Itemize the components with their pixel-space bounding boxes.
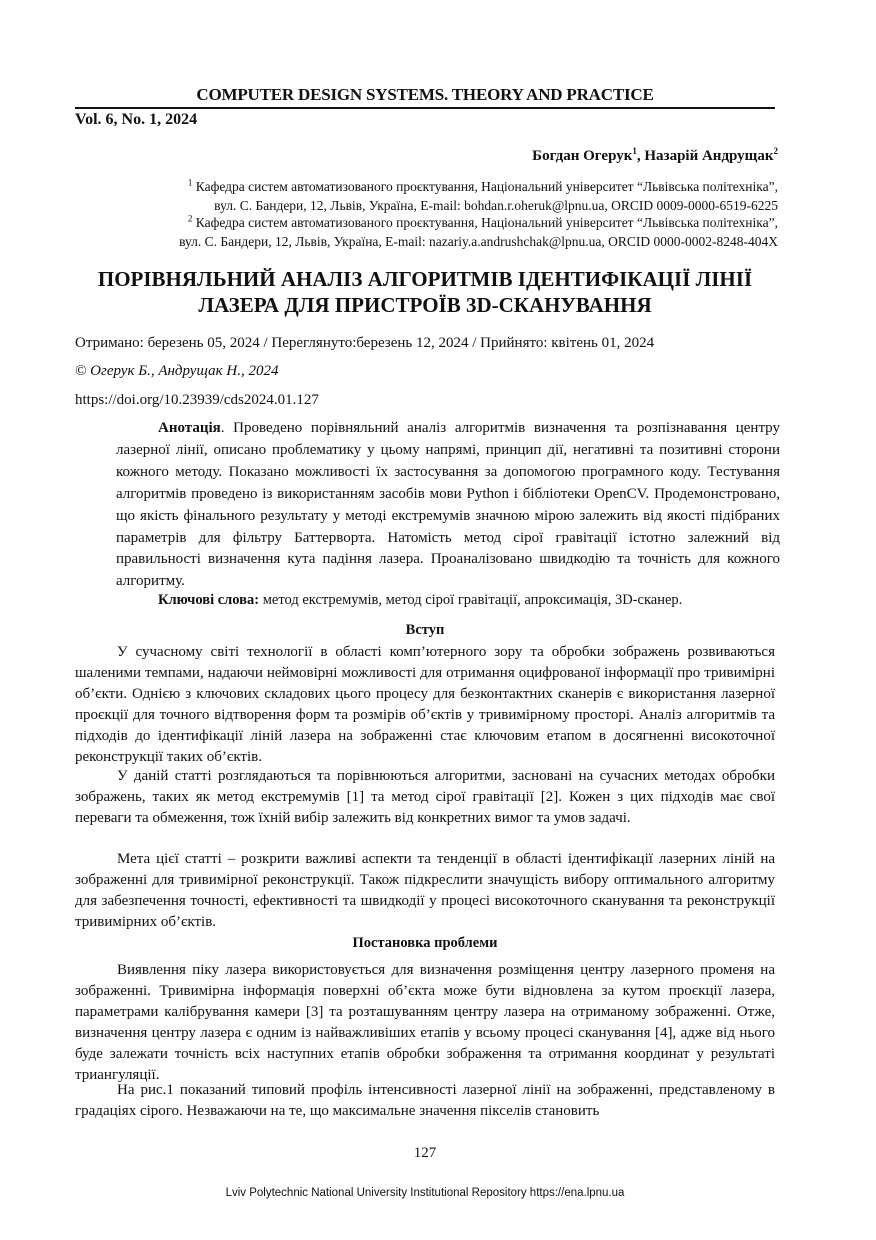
author-name: Назарій Андрущак (644, 148, 774, 164)
paper-title-line: ПОРІВНЯЛЬНИЙ АНАЛІЗ АЛГОРИТМІВ ІДЕНТИФІКАЦІЇ ЛІНІЇ (97, 267, 753, 291)
repository-footer: Lviv Polytechnic National University Institutional Repository https://ena.lpnu.ua (225, 1187, 625, 1199)
body-paragraph: На рис.1 показаний типовий профіль інтенсивності лазерної лінії на зображенні, представленому в градаціях сірого. Незважаючи на те, що максимальне значення пікселів становить (75, 1082, 775, 1119)
body-paragraph: Мета цієї статті – розкрити важливі аспекти та тенденції в області ідентифікації лазерних ліній на зображенні для тривимірної реконструкції. Також підкреслити значущість вибору оптимального алгоритму для забезпечення точності, ефективності та швидкодії у процесі високоточного сканування та реконструкції тривимірних об’єктів. (75, 851, 775, 930)
affiliation-mark: 2 (187, 213, 193, 224)
keywords-text: метод екстремумів, метод сірої гравітації, апроксимація, 3D-сканер. (259, 592, 683, 608)
body-paragraph: Виявлення піку лазера використовується для визначення розміщення центру лазерного променя на зображенні. Тривимірна інформація поверхні об’єкта може бути відновлена за кутом проєкції лазера, параметрами калібрування камери [3] та розташуванням центру лазера на отриманому зображенні. Отже, визначення центру лазера є одним із найважливіших етапів у всьому процесі сканування [4], адже від нього буде залежати точність всіх наступних етапів обробки зображення та отримання координат у результаті триангуляції. (75, 962, 775, 1083)
author-separator: , (636, 148, 645, 164)
section-heading-problem: Постановка проблеми (352, 935, 498, 951)
abstract (116, 418, 780, 593)
submission-dates: Отримано: березень 05, 2024 / Переглянуто:березень 12, 2024 / Прийнято: квітень 01, 2024 (75, 335, 655, 351)
author-affiliation-mark: 2 (773, 146, 778, 156)
author-name: Богдан Огерук (532, 148, 633, 164)
paper-title (75, 266, 775, 318)
page-number: 127 (413, 1145, 437, 1161)
author-list (532, 148, 778, 165)
copyright: © Огерук Б., Андрущак Н., 2024 (75, 363, 279, 379)
section-heading-intro: Вступ (405, 622, 445, 638)
affiliation-line: Кафедра систем автоматизованого проєктування, Національний університет “Львівська політехніка”, (195, 215, 778, 230)
affiliation-2 (78, 213, 778, 251)
affiliation-line: вул. С. Бандери, 12, Львів, Україна, E-mail: nazariy.a.andrushchak@lpnu.ua, ORCID 0000-0002-8248-404X (179, 234, 778, 249)
author-affiliation-mark: 1 (632, 146, 637, 156)
keywords (116, 592, 780, 609)
abstract-label: Анотація (158, 420, 221, 436)
keywords-label: Ключові слова: (158, 592, 260, 608)
doi-link[interactable]: https://doi.org/10.23939/cds2024.01.127 (75, 392, 319, 408)
affiliation-line: Кафедра систем автоматизованого проєктування, Національний університет “Львівська політехніка”, (195, 179, 778, 194)
paper-title-line: ЛАЗЕРА ДЛЯ ПРИСТРОЇВ 3D-СКАНУВАННЯ (198, 293, 652, 317)
affiliation-mark: 1 (187, 177, 193, 188)
abstract-text: . Проведено порівняльний аналіз алгоритмів визначення та розпізнавання центру лазерної лінії, описано проблематику у цьому напрямі, принцип дії, негативні та позитивні сторони кожного методу. Показано можливості їх застосування за допомогою програмного коду. Тестування алгоритмів проведено із використанням засобів мови Python і бібліотеки OpenCV. Продемонстровано, що якість фінального результату у методі екстремумів значною мірою залежить від якості підібраних параметрів для фільтру Баттерворта. Натомість метод сірої гравітації істотно залежний від правильності визначення кута падіння лазера. Проаналізовано швидкодію та точність для кожного алгоритму. (116, 420, 780, 590)
volume-info: Vol. 6, No. 1, 2024 (75, 111, 198, 128)
body-paragraph: У даній статті розглядаються та порівнюються алгоритми, засновані на сучасних методах обробки зображень, таких як метод екстремумів [1] та метод сірої гравітації [2]. Кожен з цих підходів має свої переваги та обмеження, тож їхній вибір залежить від конкретних вимог та умов задачі. (75, 768, 775, 826)
header-rule (75, 107, 775, 109)
journal-title: COMPUTER DESIGN SYSTEMS. THEORY AND PRACTICE (196, 85, 654, 104)
body-paragraph: У сучасному світі технології в області комп’ютерного зору та обробки зображень розвиваються шаленими темпами, надаючи неймовірні можливості для отримання оцифрованої інформації про тривимірні об’єкти. Однією з ключових складових цього процесу для безконтактних сканерів є використання лазерної проєкції для точного відтворення форм та розмірів об’єктів у тривимірному просторі. Аналіз алгоритмів та підходів до ідентифікації ліній лазера на зображенні стає ключовим етапом в досягненні високоточної реконструкції таких об’єктів. (75, 644, 775, 765)
affiliation-1 (78, 177, 778, 215)
affiliation-line: вул. С. Бандери, 12, Львів, Україна, E-mail: bohdan.r.oheruk@lpnu.ua, ORCID 0009-0000-6519-6225 (214, 198, 778, 213)
